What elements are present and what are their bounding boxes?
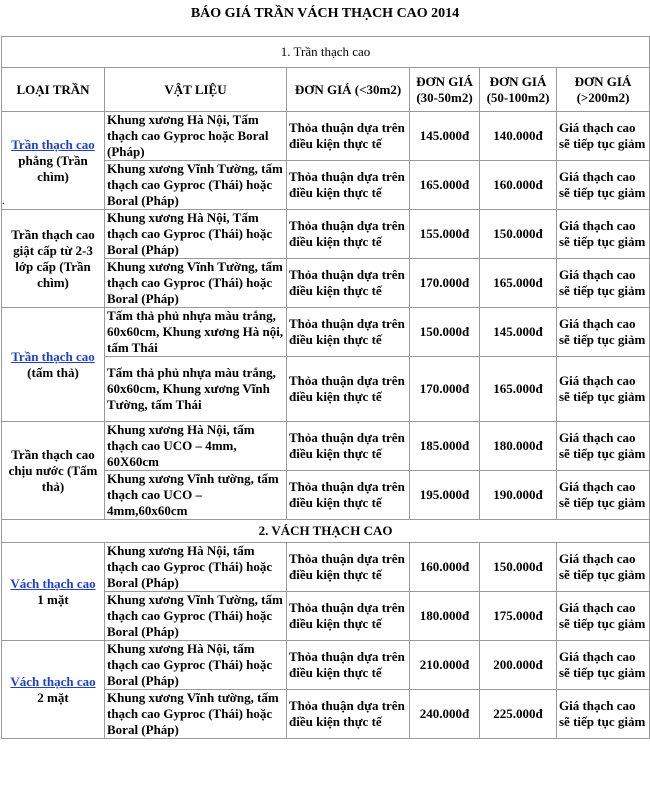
price-condition-cell: Thỏa thuận dựa trên điều kiện thực tế xyxy=(287,210,410,259)
price-note-cell: Giá thạch cao sẽ tiếp tục giảm xyxy=(557,161,650,210)
price-note-cell: Giá thạch cao sẽ tiếp tục giảm xyxy=(557,210,650,259)
table-row xyxy=(2,543,650,592)
price-50-100-cell: 165.000đ xyxy=(480,259,557,308)
price-30-50-cell: 170.000đ xyxy=(410,357,480,422)
material-cell: Khung xương Hà Nội, tấm thạch cao UCO – 4mm, 60X60cm xyxy=(105,422,287,471)
price-50-100-cell: 225.000đ xyxy=(480,690,557,739)
price-note-cell: Giá thạch cao sẽ tiếp tục giảm xyxy=(557,641,650,690)
partition-type-link[interactable]: Vách thạch cao xyxy=(10,673,96,689)
header-price-under-30: ĐƠN GIÁ (<30m2) xyxy=(287,68,410,112)
price-50-100-cell: 175.000đ xyxy=(480,592,557,641)
material-cell: Khung xương Vĩnh Tường, tấm thạch cao Gyproc (Thái) hoặc Boral (Pháp) xyxy=(105,161,287,210)
price-30-50-cell: 160.000đ xyxy=(410,543,480,592)
table-row xyxy=(2,308,650,357)
header-row xyxy=(2,68,650,112)
price-30-50-cell: 170.000đ xyxy=(410,259,480,308)
price-note-cell: Giá thạch cao sẽ tiếp tục giảm xyxy=(557,357,650,422)
price-30-50-cell: 185.000đ xyxy=(410,422,480,471)
price-30-50-cell: 155.000đ xyxy=(410,210,480,259)
partition-type-link[interactable]: Vách thạch cao xyxy=(10,575,96,591)
ceiling-type-label: phẳng (Trần chìm) xyxy=(18,152,88,184)
ceiling-type-cell xyxy=(2,112,105,210)
header-price-50-100: ĐƠN GIÁ (50-100m2) xyxy=(480,68,557,112)
partition-type-cell xyxy=(2,543,105,641)
table-row xyxy=(2,112,650,161)
ceiling-type-label: Trần thạch cao chịu nước (Tấm thả) xyxy=(8,446,98,494)
material-cell: Khung xương Vĩnh Tường, tấm thạch cao Gyproc (Thái) hoặc Boral (Pháp) xyxy=(105,259,287,308)
stray-dot: . xyxy=(2,196,5,207)
price-note-cell: Giá thạch cao sẽ tiếp tục giảm xyxy=(557,471,650,520)
material-cell: Tấm thả phủ nhựa màu trắng, 60x60cm, Khung xương Hà nội, tấm Thái xyxy=(105,308,287,357)
price-50-100-cell: 145.000đ xyxy=(480,308,557,357)
price-30-50-cell: 240.000đ xyxy=(410,690,480,739)
ceiling-type-cell xyxy=(2,422,105,520)
price-50-100-cell: 180.000đ xyxy=(480,422,557,471)
price-30-50-cell: 210.000đ xyxy=(410,641,480,690)
price-note-cell: Giá thạch cao sẽ tiếp tục giảm xyxy=(557,543,650,592)
price-50-100-cell: 190.000đ xyxy=(480,471,557,520)
section-title: 1. Trần thạch cao xyxy=(2,37,650,68)
price-condition-cell: Thỏa thuận dựa trên điều kiện thực tế xyxy=(287,471,410,520)
header-type: LOẠI TRẦN xyxy=(2,68,105,112)
price-condition-cell: Thỏa thuận dựa trên điều kiện thực tế xyxy=(287,592,410,641)
price-table xyxy=(1,36,650,739)
material-cell: Tấm thả phủ nhựa màu trắng, 60x60cm, Khung xương Vĩnh Tường, tấm Thái xyxy=(105,357,287,422)
material-cell: Khung xương Hà Nội, Tấm thạch cao Gyproc (Thái) hoặc Boral (Pháp) xyxy=(105,210,287,259)
price-note-cell: Giá thạch cao sẽ tiếp tục giảm xyxy=(557,308,650,357)
ceiling-type-link[interactable]: Trần thạch cao xyxy=(11,136,95,152)
price-condition-cell: Thỏa thuận dựa trên điều kiện thực tế xyxy=(287,690,410,739)
price-condition-cell: Thỏa thuận dựa trên điều kiện thực tế xyxy=(287,422,410,471)
table-row xyxy=(2,422,650,471)
price-30-50-cell: 150.000đ xyxy=(410,308,480,357)
price-50-100-cell: 150.000đ xyxy=(480,543,557,592)
section-row-ceiling xyxy=(2,37,650,68)
ceiling-type-label: Trần thạch cao giật cấp từ 2-3 lớp cấp (Trần chìm) xyxy=(11,226,95,290)
section-title: 2. VÁCH THẠCH CAO xyxy=(2,520,650,543)
price-50-100-cell: 165.000đ xyxy=(480,357,557,422)
partition-type-label: 1 mặt xyxy=(37,591,69,607)
price-50-100-cell: 140.000đ xyxy=(480,112,557,161)
material-cell: Khung xương Hà Nội, tấm thạch cao Gyproc (Thái) hoặc Boral (Pháp) xyxy=(105,641,287,690)
price-30-50-cell: 145.000đ xyxy=(410,112,480,161)
price-30-50-cell: 195.000đ xyxy=(410,471,480,520)
table-row xyxy=(2,210,650,259)
price-30-50-cell: 165.000đ xyxy=(410,161,480,210)
price-condition-cell: Thỏa thuận dựa trên điều kiện thực tế xyxy=(287,543,410,592)
price-50-100-cell: 160.000đ xyxy=(480,161,557,210)
material-cell: Khung xương Vĩnh tường, tấm thạch cao UCO – 4mm,60x60cm xyxy=(105,471,287,520)
header-price-30-50: ĐƠN GIÁ (30-50m2) xyxy=(410,68,480,112)
price-condition-cell: Thỏa thuận dựa trên điều kiện thực tế xyxy=(287,161,410,210)
price-note-cell: Giá thạch cao sẽ tiếp tục giảm xyxy=(557,259,650,308)
header-price-over-200: ĐƠN GIÁ (>200m2) xyxy=(557,68,650,112)
header-material: VẬT LIỆU xyxy=(105,68,287,112)
ceiling-type-cell xyxy=(2,210,105,308)
price-condition-cell: Thỏa thuận dựa trên điều kiện thực tế xyxy=(287,357,410,422)
ceiling-type-link[interactable]: Trần thạch cao xyxy=(11,348,95,364)
page-title: BÁO GIÁ TRẦN VÁCH THẠCH CAO 2014 xyxy=(190,6,460,21)
price-50-100-cell: 200.000đ xyxy=(480,641,557,690)
section-row-partition xyxy=(2,520,650,543)
price-30-50-cell: 180.000đ xyxy=(410,592,480,641)
ceiling-type-cell xyxy=(2,308,105,422)
material-cell: Khung xương Vĩnh tường, tấm thạch cao Gyproc (Thái) hoặc Boral (Pháp) xyxy=(105,690,287,739)
price-note-cell: Giá thạch cao sẽ tiếp tục giảm xyxy=(557,422,650,471)
material-cell: Khung xương Hà Nội, Tấm thạch cao Gyproc hoặc Boral (Pháp) xyxy=(105,112,287,161)
price-condition-cell: Thỏa thuận dựa trên điều kiện thực tế xyxy=(287,641,410,690)
price-50-100-cell: 150.000đ xyxy=(480,210,557,259)
price-note-cell: Giá thạch cao sẽ tiếp tục giảm xyxy=(557,592,650,641)
table-row xyxy=(2,641,650,690)
partition-type-cell xyxy=(2,641,105,739)
material-cell: Khung xương Hà Nội, tấm thạch cao Gyproc (Thái) hoặc Boral (Pháp) xyxy=(105,543,287,592)
ceiling-type-label: (tấm thả) xyxy=(27,364,79,380)
price-note-cell: Giá thạch cao sẽ tiếp tục giảm xyxy=(557,690,650,739)
price-note-cell: Giá thạch cao sẽ tiếp tục giảm xyxy=(557,112,650,161)
partition-type-label: 2 mặt xyxy=(37,689,69,705)
price-condition-cell: Thỏa thuận dựa trên điều kiện thực tế xyxy=(287,259,410,308)
price-condition-cell: Thỏa thuận dựa trên điều kiện thực tế xyxy=(287,112,410,161)
material-cell: Khung xương Vĩnh Tường, tấm thạch cao Gyproc (Thái) hoặc Boral (Pháp) xyxy=(105,592,287,641)
price-condition-cell: Thỏa thuận dựa trên điều kiện thực tế xyxy=(287,308,410,357)
